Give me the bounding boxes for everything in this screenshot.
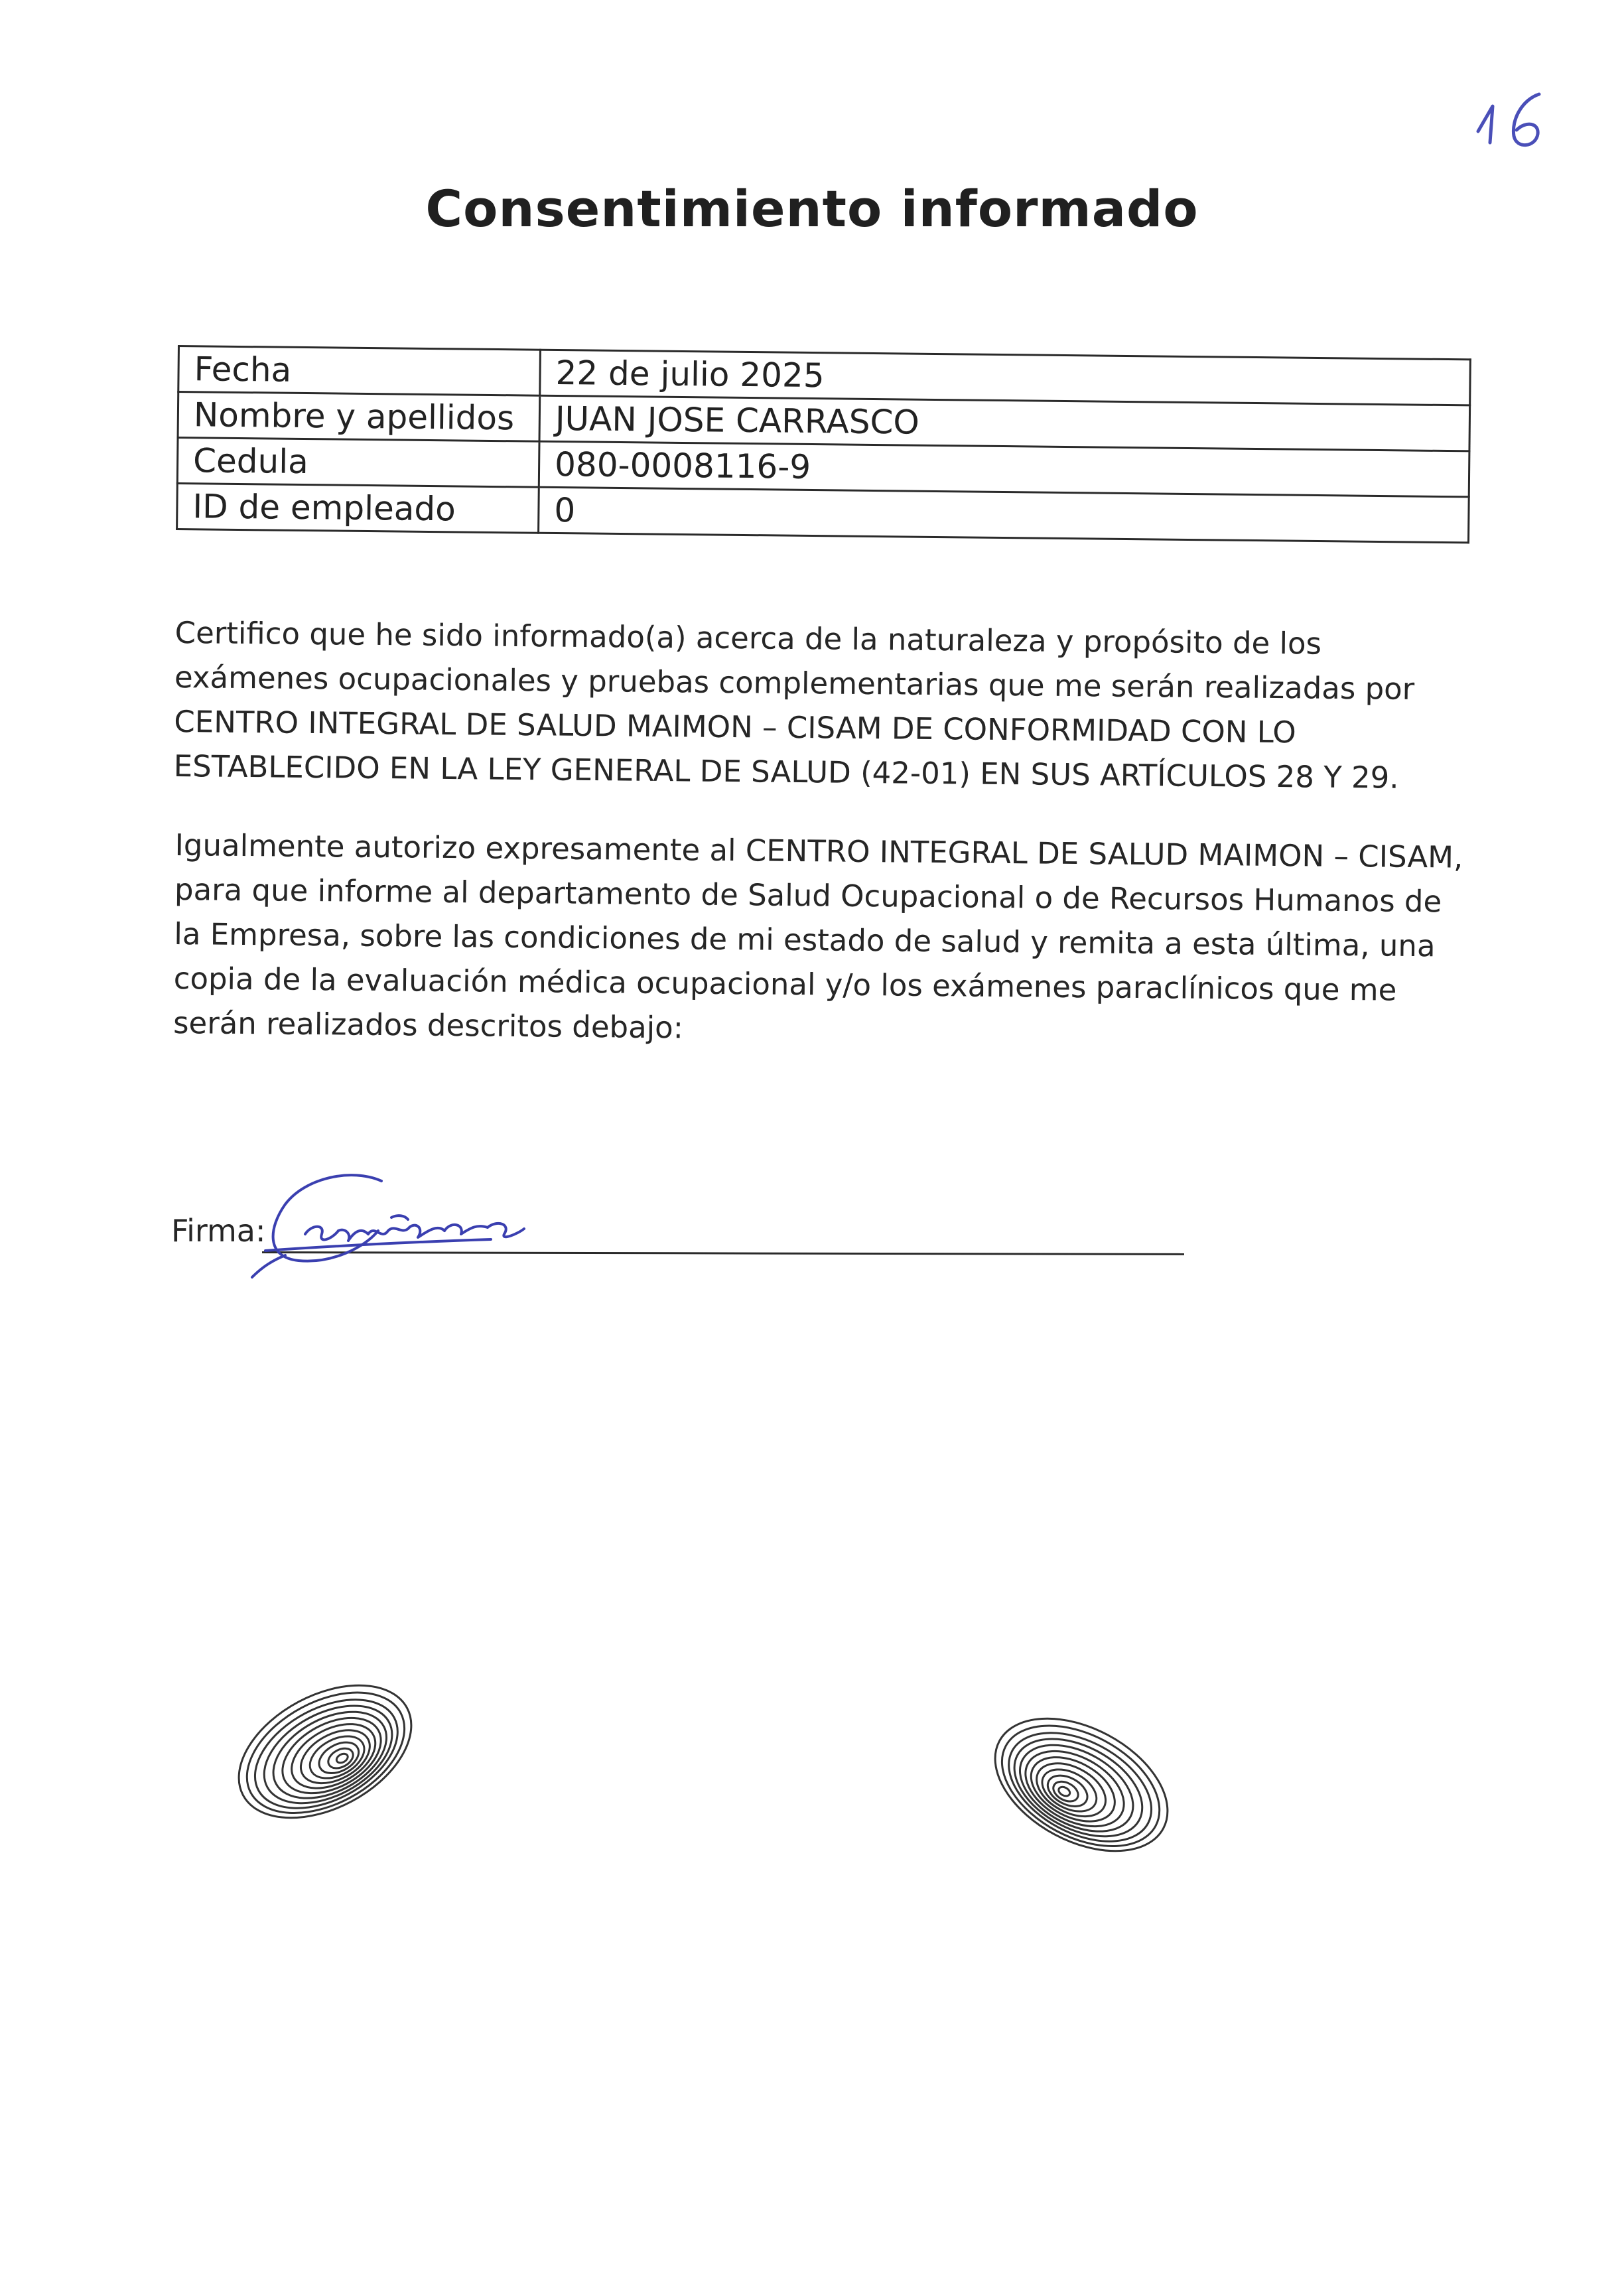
left-fingerprint-image xyxy=(219,1672,431,1831)
signature-label: Firma: xyxy=(171,1213,266,1249)
id-empleado-value: 0 xyxy=(539,487,1469,543)
id-empleado-label: ID de empleado xyxy=(177,484,539,533)
right-fingerprint-image xyxy=(975,1705,1187,1864)
document-title: Consentimiento informado xyxy=(425,179,1199,238)
info-table xyxy=(176,345,1471,543)
handwritten-page-number xyxy=(1466,80,1566,159)
cedula-value: 080-0008116-9 xyxy=(539,441,1469,497)
handwritten-signature xyxy=(239,1168,610,1281)
nombre-value: JUAN JOSE CARRASCO xyxy=(539,395,1470,451)
fecha-label: Fecha xyxy=(178,346,541,396)
nombre-label: Nombre y apellidos xyxy=(178,392,540,442)
cedula-label: Cedula xyxy=(177,438,539,488)
fecha-value: 22 de julio 2025 xyxy=(540,350,1471,405)
consent-paragraph-1: Certifico que he sido informado(a) acerca de la naturaleza y propósito de los exámenes ocupacionales y pruebas complementarias que me serán realizadas por CENTRO INTEGRAL DE SALUD MAIMON – CISAM DE CONFORMIDAD CON LO ESTABLECIDO EN LA LEY GENERAL DE SALUD (42-01) EN SUS ARTÍCULOS 28 Y 29. xyxy=(173,614,1415,796)
consent-paragraph-2: Igualmente autorizo expresamente al CENTRO INTEGRAL DE SALUD MAIMON – CISAM, para que informe al departamento de Salud Ocupacional o de Recursos Humanos de la Empresa, sobre las condiciones de mi estado de salud y remita a esta última, una copia de la evaluación médica ocupacional y/o los exámenes paraclínicos que me serán realizados descritos debajo: xyxy=(172,827,1463,1046)
